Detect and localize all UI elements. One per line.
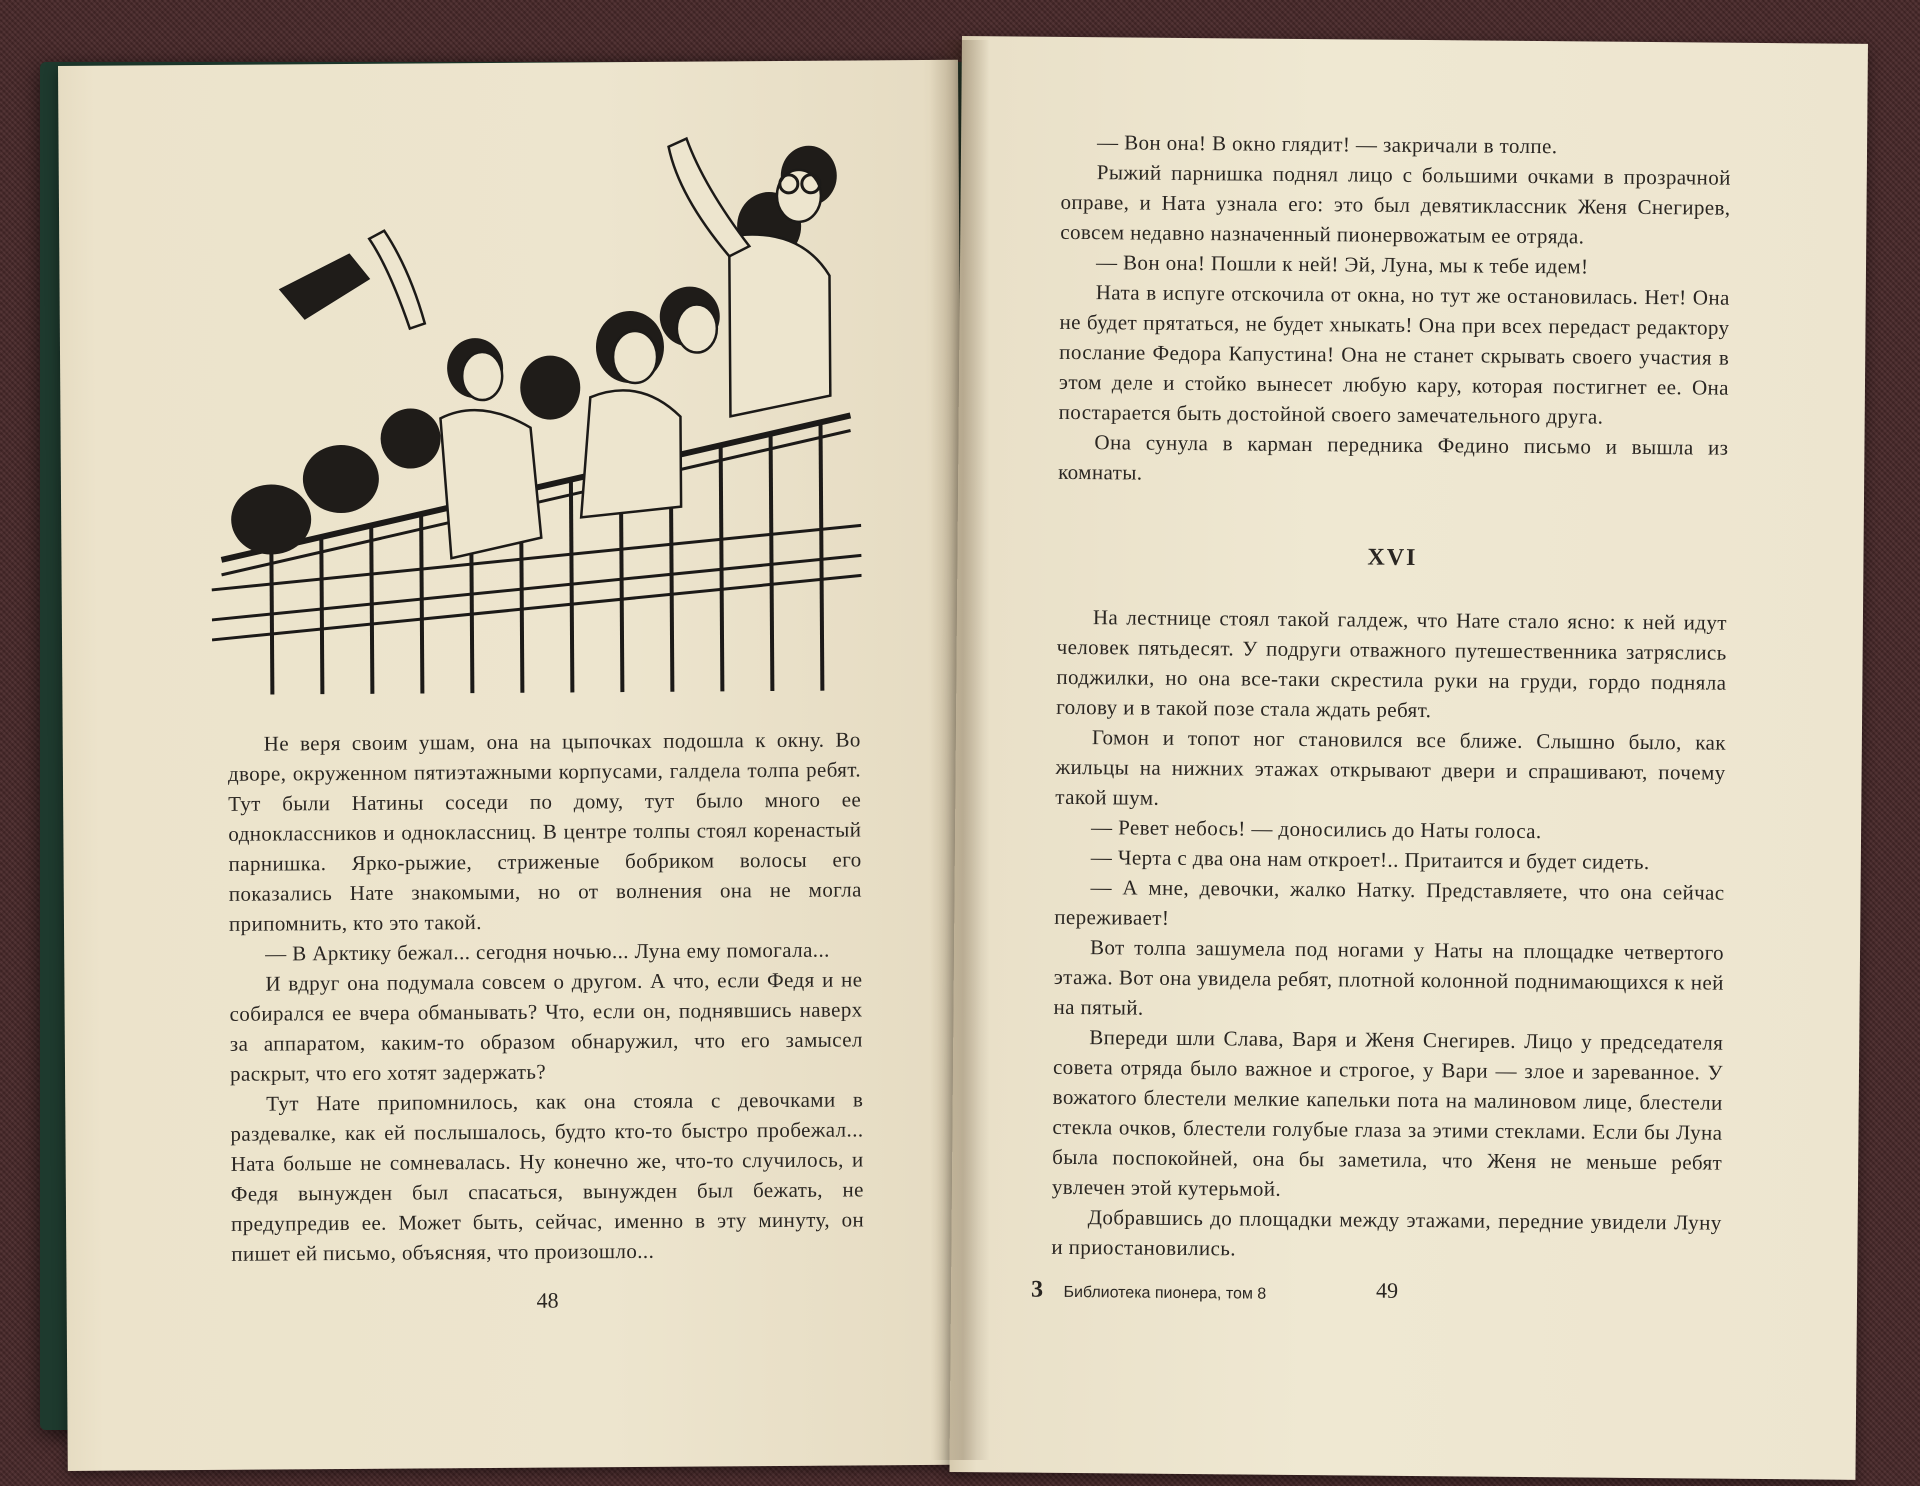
paragraph: — Вон она! В окно глядит! — закричали в толпе.: [1096, 130, 1558, 159]
signature-number: 3: [1030, 1276, 1044, 1303]
paragraph: — В Арктику бежал... сегодня ночью... Луна ему помогала...: [265, 937, 830, 966]
paragraph: Гомон и топот ног становился все ближе. Слышно было, как жильцы на нижних этажах открывают двери и спрашивают, почему такой шум.: [1055, 725, 1726, 810]
right-page-text-top: [1058, 127, 1731, 493]
paragraph: Она сунула в карман передника Федино письмо и вышла из комнаты.: [1058, 430, 1729, 485]
left-page: [58, 60, 968, 1471]
paragraph: На лестнице стоял такой галдеж, что Нате стало ясно: к ней идут человек пятьдесят. У подруги отважного путешественника затряслись поджилки, но она все-таки скрестила руки на груди, гордо подняла голову и в такой позе стала ждать ребят.: [1056, 605, 1728, 723]
right-page-text-bottom: [1051, 602, 1727, 1268]
left-page-text: [228, 724, 865, 1268]
paragraph: И вдруг она подумала совсем о другом. А что, если Федя и не собирался ее вчера обманывать? Что, если он, поднявшись наверх за аппаратом, каким-то образом обнаружил, что его замысел раскрыт, что его хотят задержать?: [229, 967, 863, 1086]
right-page: [949, 36, 1867, 1480]
paragraph: — А мне, девочки, жалко Натку. Представляете, что она сейчас переживает!: [1054, 875, 1725, 930]
signature-text: Библиотека пионера, том 8: [1063, 1283, 1267, 1303]
paragraph: Добравшись до площадки между этажами, передние увидели Луну и приостановились.: [1051, 1205, 1722, 1261]
chapter-heading: XVI: [1367, 544, 1418, 571]
paragraph: Не веря своим ушам, она на цыпочках подошла к окну. Во дворе, окруженном пятиэтажными корпусами, галдела толпа ребят. Тут были Натины соседи по дому, тут было много ее одноклассников и одноклассниц. В центре толпы стоял коренастый парнишка. Ярко-рыжие, стриженые бобриком волосы его показались Нате знакомыми, но от волнения она не могла припомнить, кто это такой.: [227, 727, 862, 936]
paragraph: Ната в испуге отскочила от окна, но тут же остановилась. Нет! Она не будет прятаться, не будет хныкать! Она при всех передаст редактору послание Федора Капустина! Она не станет скрывать своего участия в этом деле и стойко вынесет любую кару, которая постигнет ее. Она постарается быть достойной своего замечательного друга.: [1058, 280, 1730, 429]
paragraph: Рыжий парнишка поднял лицо с большими очками в прозрачной оправе, и Ната узнала его: это был девятиклассник Женя Снегирев, совсем недавно назначенный пионервожатым ее отряда.: [1060, 160, 1731, 249]
paragraph: Тут Нате припомнилось, как она стояла с девочками в раздевалке, как ей послышалось, будто кто-то быстро пробежал... Ната больше не сомневалась. Ну конечно же, что-то случилось, и Федя вынужден был спасаться, вынужден был бежать, не предупредив ее. Может быть, сейчас, именно в эту минуту, он пишет ей письмо, объясняя, что произошло...: [230, 1087, 865, 1266]
paragraph: — Вон она! Пошли к ней! Эй, Луна, мы к тебе идем!: [1095, 250, 1589, 279]
crowd-illustration: [208, 115, 862, 700]
printer-signature: [1031, 1277, 1266, 1306]
paragraph: Вот толпа зашумела под ногами у Наты на площадке четвертого этажа. Вот она увидела ребят, плотной колонной поднимающихся к ней на пятый.: [1053, 935, 1725, 1020]
paragraph: — Ревет небось! — доносились до Наты голоса.: [1090, 815, 1542, 844]
page-number: 49: [1375, 1277, 1399, 1303]
paragraph: — Черта с два она нам откроет!.. Притаится и будет сидеть.: [1090, 845, 1650, 875]
paragraph: Впереди шли Слава, Варя и Женя Снегирев. Лицо у председателя совета отряда было важное и строгое, у Вари — злое и зареванное. У вожатого блестели мелкие капельки пота на малиновом лице, блестели стекла очков, блестели голубые глаза за этими стеклами. Если бы Луна была поспокойней, она бы заметила, что Женя не меньше ребят увлечен этой кутерьмой.: [1051, 1025, 1724, 1201]
page-number: 48: [536, 1287, 559, 1313]
